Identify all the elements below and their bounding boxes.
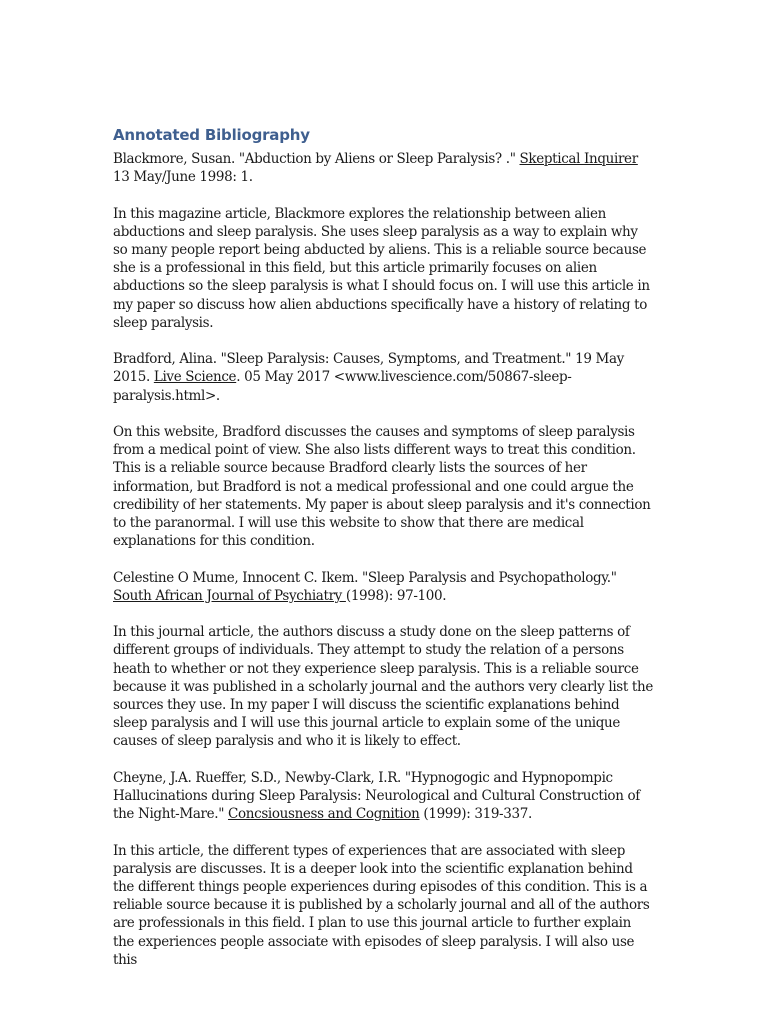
citation-3: Celestine O Mume, Innocent C. Ikem. "Sleep Paralysis and Psychopathology." South African Journal of Psychiatry (1998): 97-100. — [113, 569, 617, 604]
citation-1: Blackmore, Susan. "Abduction by Aliens or Sleep Paralysis? ." Skeptical Inquirer 13 May/June 1998: 1. — [113, 151, 638, 186]
source-title: Skeptical Inquirer — [519, 151, 638, 167]
annotation-4: In this article, the different types of experiences that are associated with sleep paralysis are discusses. It is a deeper look into the scientific explanation behind the different things people experiences during episodes of this condition. This is a reliable source because it is published by a scholarly journal and all of the authors are professionals in this field. I plan to use this journal article to further explain the experiences people associate with episodes of sleep paralysis. I will also use this — [113, 842, 650, 968]
annotation-1: In this magazine article, Blackmore explores the relationship between alien abductions and sleep paralysis. She uses sleep paralysis as a way to explain why so many people report being abducted by aliens. This is a reliable source because she is a professional in this field, but this article primarily focuses on alien abductions so the sleep paralysis is what I should focus on. I will use this article in my paper so discuss how alien abductions specifically have a history of relating to sleep paralysis. — [113, 205, 650, 331]
citation-4: Cheyne, J.A. Rueffer, S.D., Newby-Clark, I.R. "Hypnogogic and Hypnopompic Hallucinations during Sleep Paralysis: Neurological and Cultural Construction of the Night-Mare." Concsiousness and Cognition (1999): 319-337. — [113, 769, 640, 823]
source-title: Live Science — [153, 369, 237, 386]
source-title: Concsiousness and Cognition — [228, 806, 420, 823]
source-title: South African Journal of Psychiatry — [113, 587, 346, 604]
page-title: Annotated Bibliography — [113, 126, 310, 144]
annotation-2: On this website, Bradford discusses the causes and symptoms of sleep paralysis from a medical point of view. She also lists different ways to treat this condition. This is a reliable source because Bradford clearly lists the sources of her information, but Bradford is not a medical professional and one could argue the credibility of her statements. My paper is about sleep paralysis and it's connection to the paranormal. I will use this website to show that there are medical explanations for this condition. — [113, 424, 651, 550]
annotation-3: In this journal article, the authors discuss a study done on the sleep patterns of different groups of individuals. They attempt to study the relation of a persons heath to whether or not they experience sleep paralysis. This is a reliable source because it was published in a scholarly journal and the authors very clearly list the sources they use. In my paper I will discuss the scientific explanations behind sleep paralysis and I will use this journal article to explain some of the unique causes of sleep paralysis and who it is likely to effect. — [113, 624, 653, 750]
document-page — [113, 124, 653, 987]
citation-2: Bradford, Alina. "Sleep Paralysis: Causes, Symptoms, and Treatment." 19 May 2015. Live Science. 05 May 2017 <www.livescience.com/50867-sleep-paralysis.html>. — [113, 351, 624, 404]
